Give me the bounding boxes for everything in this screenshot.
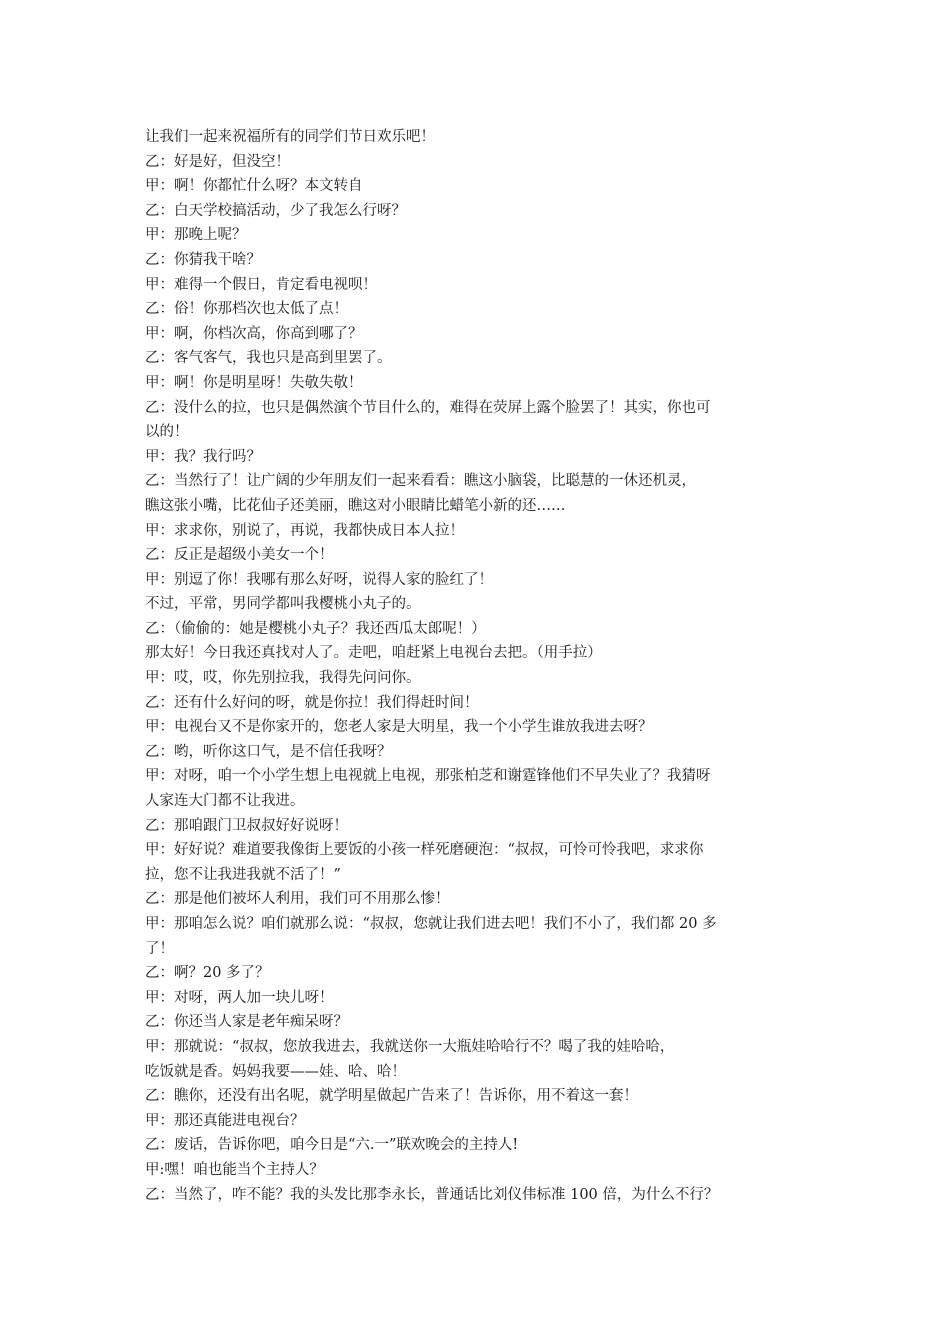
text-line: 甲：那还真能进电视台？ (145, 1112, 305, 1129)
text-line: 甲：那晚上呢？ (145, 227, 247, 244)
text-line: 甲：求求你，别说了，再说，我都快成日本人拉！ (145, 522, 464, 539)
text-line: 乙：啊？20 多了？ (145, 965, 270, 982)
text-line: 甲:嘿！咱也能当个主持人？ (145, 1161, 324, 1178)
text-line: 以的！ (145, 424, 189, 441)
text-line: 甲：哎，哎，你先别拉我，我得先问问你。 (145, 670, 421, 687)
text-line: 乙：还有什么好问的呀，就是你拉！我们得赶时间！ (145, 694, 479, 711)
text-line: 吃饭就是香。妈妈我要——娃、哈、哈！ (145, 1063, 406, 1080)
text-line: 乙：客气客气，我也只是高到里罢了。 (145, 350, 392, 367)
dialogue-text (145, 125, 810, 1207)
text-line: 乙：好是好，但没空！ (145, 153, 290, 170)
text-line: 甲：电视台又不是你家开的，您老人家是大明星，我一个小学生谁放我进去呀？ (145, 719, 653, 736)
text-line: 甲：啊，你档次高，你高到哪了？ (145, 325, 363, 342)
text-line: 人家连大门都不让我进。 (145, 793, 305, 810)
text-line: 甲：那就说：“叔叔，您放我进去，我就送你一大瓶娃哈哈行不？喝了我的娃哈哈， (145, 1038, 675, 1055)
text-line: 不过，平常，男同学都叫我樱桃小丸子的。 (145, 596, 421, 613)
text-line: 甲：那咱怎么说？咱们就那么说：“叔叔，您就让我们进去吧！我们不小了，我们都 20 多 (145, 916, 717, 932)
text-line: 甲：对呀，两人加一块儿呀！ (145, 989, 334, 1006)
text-line: 乙：那咱跟门卫叔叔好好说呀！ (145, 817, 348, 834)
text-line: 乙：当然了，咋不能？我的头发比那李永长，普通话比刘仪伟标准 100 倍，为什么不行？ (145, 1186, 719, 1203)
text-line: 乙：你还当人家是老年痴呆呀？ (145, 1014, 348, 1031)
text-line: 甲：对呀，咱一个小学生想上电视就上电视，那张柏芝和谢霆锋他们不早失业了？我猜呀 (145, 768, 711, 785)
text-line: 瞧这张小嘴，比花仙子还美丽，瞧这对小眼睛比蜡笔小新的还…… (145, 497, 566, 514)
text-line: 乙：没什么的拉，也只是偶然演个节目什么的，难得在荧屏上露个脸罢了！其实，你也可 (145, 399, 711, 416)
text-line: 甲：我？我行吗？ (145, 448, 261, 465)
text-line: 乙：当然行了！让广阔的少年朋友们一起来看看：瞧这小脑袋，比聪慧的一休还机灵， (145, 473, 696, 490)
text-line: 那太好！今日我还真找对人了。走吧，咱赶紧上电视台去把。（用手拉） (145, 645, 602, 662)
text-line: 乙：俗！你那档次也太低了点！ (145, 301, 348, 318)
text-line: 乙：白天学校搞活动，少了我怎么行呀？ (145, 202, 406, 219)
text-line: 甲：好好说？难道要我像街上要饭的小孩一样死磨硬泡：“叔叔，可怜可怜我吧，求求你 (145, 842, 704, 859)
text-line: 拉，您不让我进我就不活了！” (145, 866, 341, 883)
text-line: 乙：反正是超级小美女一个！ (145, 547, 334, 564)
text-line: 甲：啊！你是明星呀！失敬失敬！ (145, 374, 363, 391)
text-line: 乙：废话，告诉你吧，咱今日是“六.一”联欢晚会的主持人! (145, 1137, 519, 1154)
text-line: 乙：你猜我干啥？ (145, 251, 261, 268)
text-line: 甲：啊！你都忙什么呀？本文转自 (145, 178, 363, 195)
text-line: 乙：那是他们被坏人利用，我们可不用那么惨！ (145, 891, 450, 908)
text-line: 让我们一起来祝福所有的同学们节日欢乐吧！ (145, 129, 435, 145)
text-line: 了！ (145, 940, 174, 957)
text-line: 乙：（偷偷的：她是樱桃小丸子？我还西瓜太郎呢！） (145, 620, 486, 637)
text-line: 甲：别逗了你！我哪有那么好呀，说得人家的脸红了！ (145, 571, 493, 588)
text-line: 乙：瞧你，还没有出名呢，就学明星做起广告来了！告诉你，用不着这一套！ (145, 1088, 638, 1105)
text-line: 乙：哟，听你这口气，是不信任我呀？ (145, 743, 392, 760)
text-line: 甲：难得一个假日，肯定看电视呗！ (145, 276, 377, 293)
